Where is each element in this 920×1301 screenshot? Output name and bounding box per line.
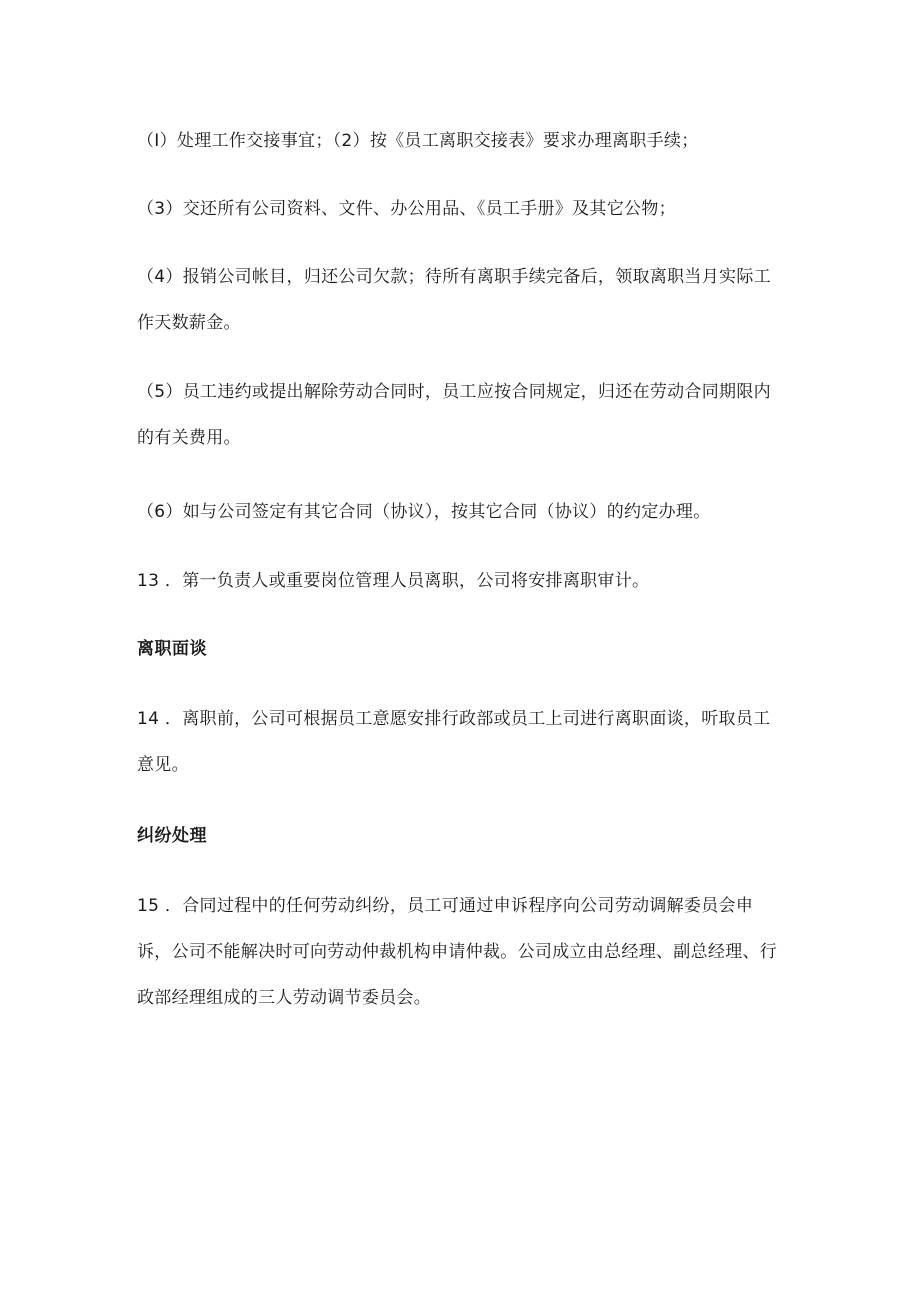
item-4-settle-accounts: （4）报销公司帐目，归还公司欠款；待所有离职手续完备后，领取离职当月实际工作天数薪金。: [137, 267, 771, 333]
item-15-labor-dispute: 15 ．合同过程中的任何劳动纠纷，员工可通过申诉程序向公司劳动调解委员会申诉，公司不能解决时可向劳动仲裁机构申请仲裁。公司成立由总经理、副总经理、行政部经理组成的三人劳动调节委员会。: [137, 896, 778, 1008]
section-heading-dispute-resolution: 纠纷处理: [137, 826, 207, 846]
item-3-return-property: （3）交还所有公司资料、文件、办公用品、《员工手册》及其它公物；: [137, 199, 676, 219]
item-14-exit-interview: 14 ．离职前，公司可根据员工意愿安排行政部或员工上司进行离职面谈，听取员工意见。: [137, 709, 771, 775]
item-1-2-handover: （I）处理工作交接事宜；（2）按《员工离职交接表》要求办理离职手续；: [137, 131, 699, 151]
section-heading-exit-interview: 离职面谈: [137, 639, 207, 659]
item-13-departure-audit: 13 ．第一负责人或重要岗位管理人员离职，公司将安排离职审计。: [137, 571, 650, 591]
item-5-breach-of-contract: （5）员工违约或提出解除劳动合同时，员工应按合同规定，归还在劳动合同期限内的有关费用。: [137, 382, 771, 448]
item-6-other-agreements: （6）如与公司签定有其它合同（协议），按其它合同（协议）的约定办理。: [137, 502, 711, 522]
